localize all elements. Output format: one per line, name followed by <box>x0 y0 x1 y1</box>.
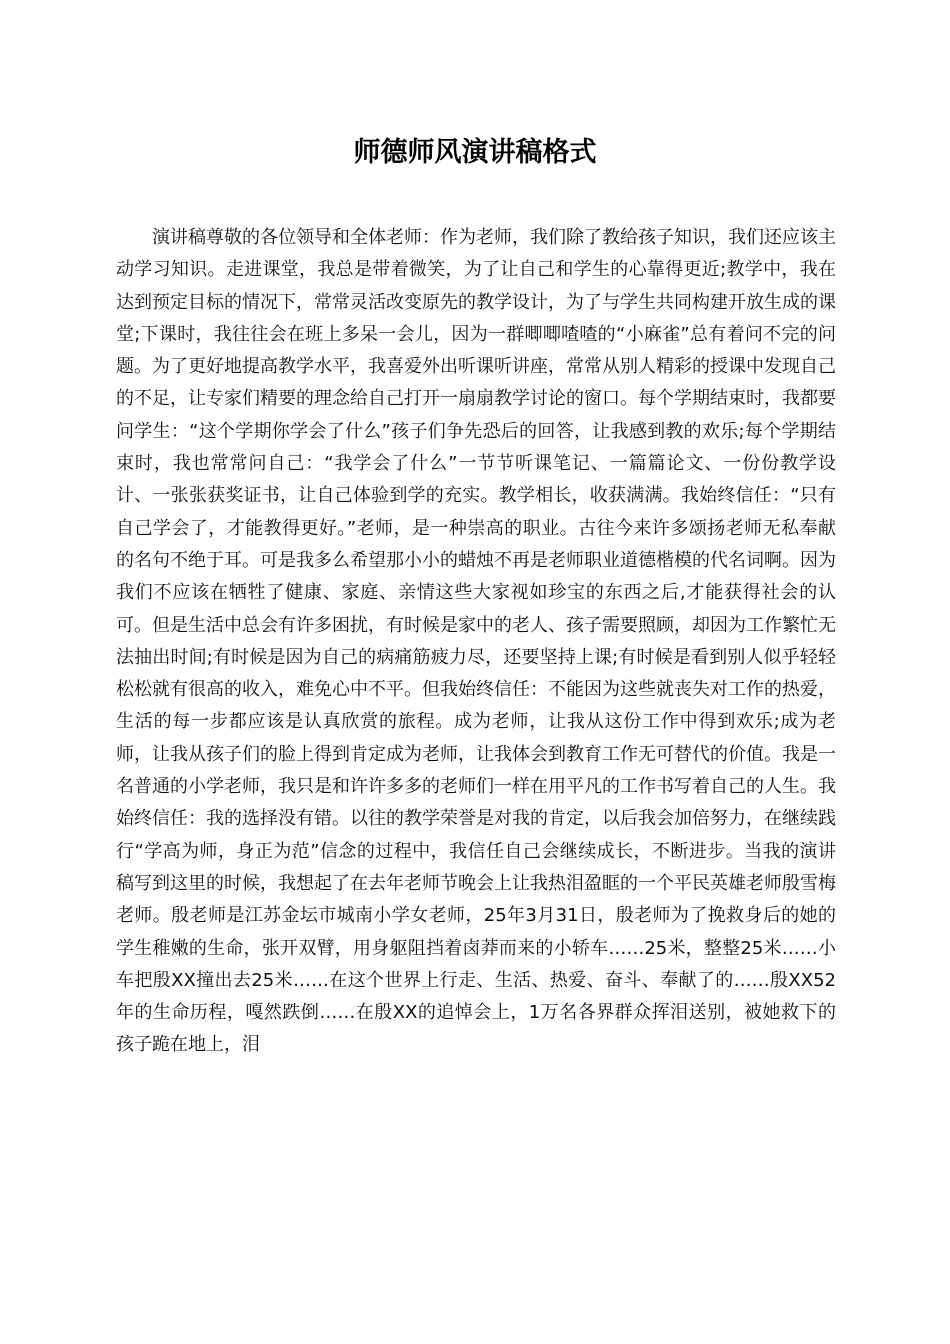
document-body-paragraph: 演讲稿尊敬的各位领导和全体老师：作为老师，我们除了教给孩子知识，我们还应该主动学习知识。走进课堂，我总是带着微笑，为了让自己和学生的心靠得更近;教学中，我在达到预定目标的情况下，常常灵活改变原先的教学设计，为了与学生共同构建开放生成的课堂;下课时，我往往会在班上多呆一会儿，因为一群唧唧喳喳的“小麻雀”总有着问不完的问题。为了更好地提高教学水平，我喜爱外出听课听讲座，常常从别人精彩的授课中发现自己的不足，让专家们精要的理念给自己打开一扇扇教学讨论的窗口。每个学期结束时，我都要问学生：“这个学期你学会了什么”孩子们争先恐后的回答，让我感到教的欢乐;每个学期结束时，我也常常问自己：“我学会了什么”一节节听课笔记、一篇篇论文、一份份教学设计、一张张获奖证书，让自己体验到学的充实。教学相长，收获满满。我始终信任：“只有自己学会了，才能教得更好。”老师，是一种崇高的职业。古往今来许多颂扬老师无私奉献的名句不绝于耳。可是我多么希望那小小的蜡烛不再是老师职业道德楷模的代名词啊。因为我们不应该在牺牲了健康、家庭、亲情这些大家视如珍宝的东西之后,才能获得社会的认可。但是生活中总会有许多困扰，有时候是家中的老人、孩子需要照顾，却因为工作繁忙无法抽出时间;有时候是因为自己的病痛筋疲力尽，还要坚持上课;有时候是看到别人似乎轻轻松松就有很高的收入，难免心中不平。但我始终信任：不能因为这些就丧失对工作的热爱，生活的每一步都应该是认真欣赏的旅程。成为老师，让我从这份工作中得到欢乐;成为老师，让我从孩子们的脸上得到肯定成为老师，让我体会到教育工作无可替代的价值。我是一名普通的小学老师，我只是和许许多多的老师们一样在用平凡的工作书写着自己的人生。我始终信任：我的选择没有错。以往的教学荣誉是对我的肯定，以后我会加倍努力，在继续践行“学高为师，身正为范”信念的过程中，我信任自己会继续成长，不断进步。当我的演讲稿写到这里的时候，我想起了在去年老师节晚会上让我热泪盈眶的一个平民英雄老师殷雪梅老师。殷老师是江苏金坛市城南小学女老师，25年3月31日，殷老师为了挽救身后的她的学生稚嫩的生命，张开双臂，用身躯阻挡着卤莽而来的小轿车……25米，整整25米……小车把殷XX撞出去25米……在这个世界上行走、生活、热爱、奋斗、奉献了的……殷XX52年的生命历程，嘎然跌倒……在殷XX的追悼会上，1万名各界群众挥泪送别，被她救下的孩子跪在地上，泪 <box>116 227 836 1056</box>
document-title: 师德师风演讲稿格式 <box>353 137 597 168</box>
